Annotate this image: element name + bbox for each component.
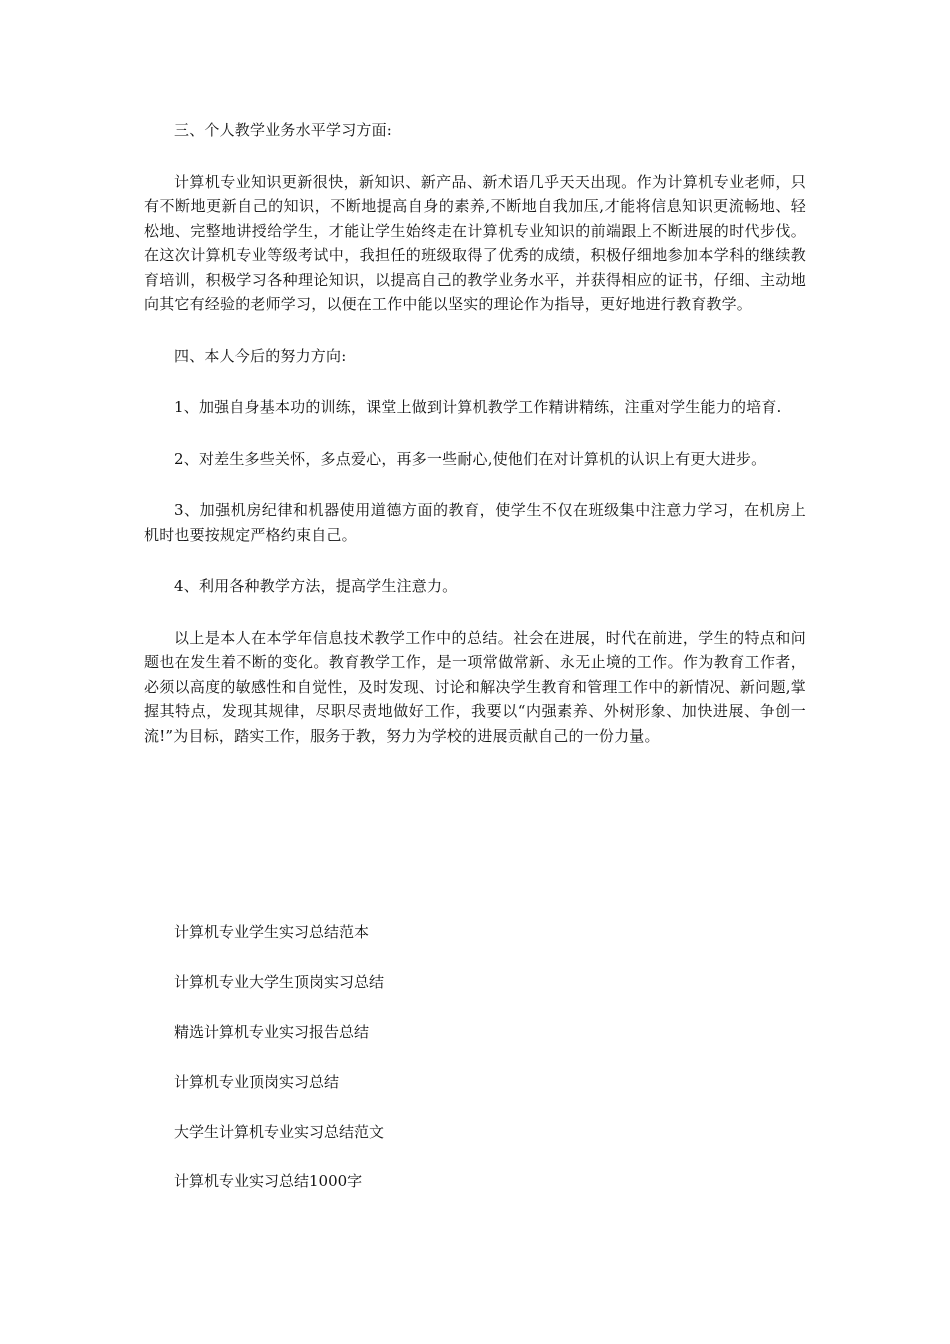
section-heading-3: 三、个人教学业务水平学习方面: xyxy=(174,121,393,139)
list-item-4: 4、利用各种教学方法，提高学生注意力。 xyxy=(174,577,458,595)
list-item-2: 2、对差生多些关怀，多点爱心，再多一些耐心,使他们在对计算机的认识上有更大进步。 xyxy=(174,449,767,468)
related-link-3[interactable]: 精选计算机专业实习报告总结 xyxy=(174,1022,370,1041)
related-link-2[interactable]: 计算机专业大学生顶岗实习总结 xyxy=(174,972,385,991)
related-links-list xyxy=(144,920,806,1219)
document-body xyxy=(144,118,806,775)
summary-paragraph: 以上是本人在本学年信息技术教学工作中的总结。社会在进展，时代在前进，学生的特点和问题也在发生着不断的变化。教育教学工作，是一项常做常新、永无止境的工作。作为教育工作者，必须以高度的敏感性和自觉性，及时发现、讨论和解决学生教育和管理工作中的新情况、新问题,掌握其特点，发现其规律，尽职尽责地做好工作，我要以“内强素养、外树形象、加快进展、争创一流!”为目标，踏实工作，服务于教，努力为学校的进展贡献自己的一份力量。 xyxy=(144,628,806,745)
related-link-6[interactable]: 计算机专业实习总结1000字 xyxy=(174,1172,363,1191)
section-paragraph-3: 计算机专业知识更新很快，新知识、新产品、新术语几乎天天出现。作为计算机专业老师，只有不断地更新自己的知识，不断地提高自身的素养,不断地自我加压,才能将信息知识更流畅地、轻松地、完整地讲授给学生，才能让学生始终走在计算机专业知识的前端跟上不断进展的时代步伐。在这次计算机专业等级考试中，我担任的班级取得了优秀的成绩，积极仔细地参加本学科的继续教育培训，积极学习各种理论知识，以提高自己的教学业务水平，并获得相应的证书，仔细、主动地向其它有经验的老师学习，以便在工作中能以坚实的理论作为指导，更好地进行教育教学。 xyxy=(144,172,806,313)
related-link-5[interactable]: 大学生计算机专业实习总结范文 xyxy=(174,1122,385,1141)
related-link-1[interactable]: 计算机专业学生实习总结范本 xyxy=(174,923,370,941)
list-item-1: 1、加强自身基本功的训练，课堂上做到计算机教学工作精讲精练，注重对学生能力的培育. xyxy=(174,398,782,416)
list-item-3: 3、加强机房纪律和机器使用道德方面的教育，使学生不仅在班级集中注意力学习，在机房上机时也要按规定严格约束自己。 xyxy=(144,501,806,544)
related-link-4[interactable]: 计算机专业顶岗实习总结 xyxy=(174,1072,340,1091)
section-heading-4: 四、本人今后的努力方向: xyxy=(174,346,347,365)
